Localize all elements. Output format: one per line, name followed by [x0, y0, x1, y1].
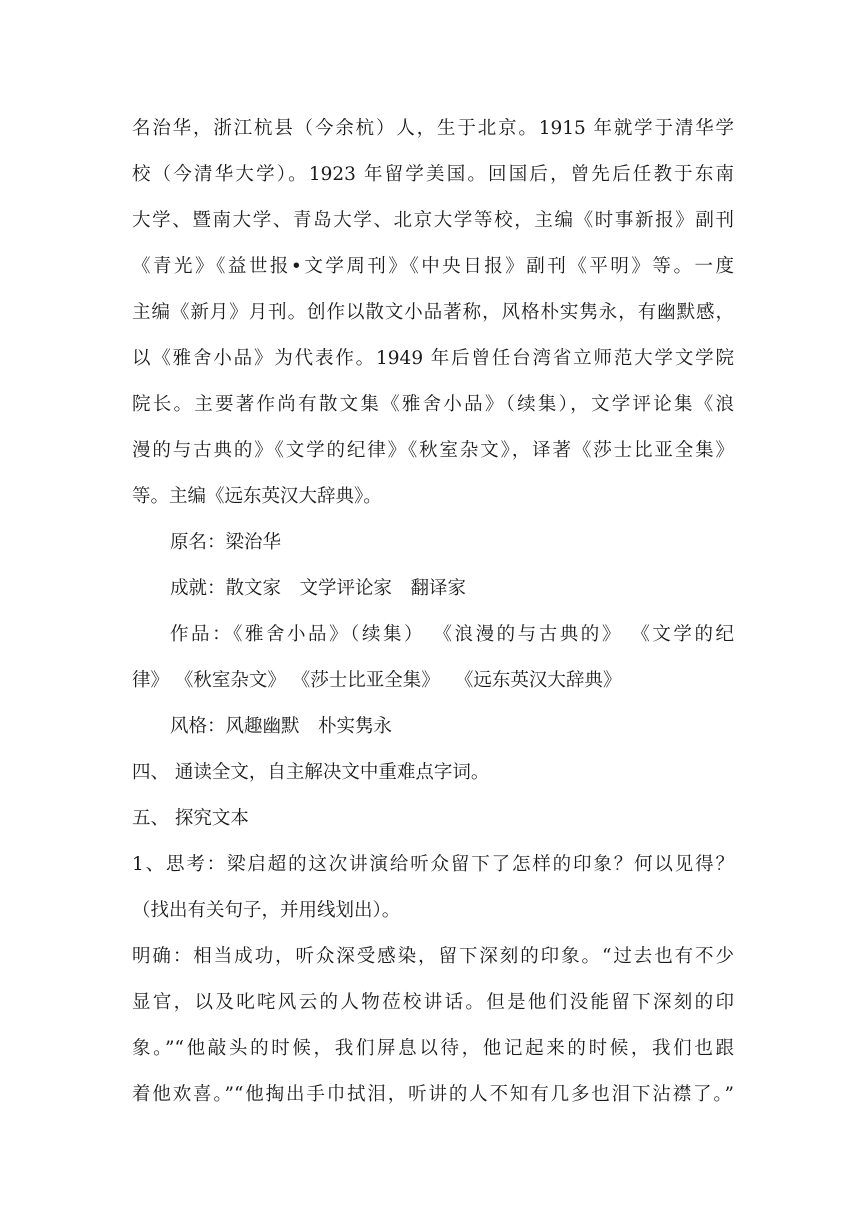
bio-line: 大学、暨南大学、青岛大学、北京大学等校，主编《时事新报》副刊 — [132, 210, 734, 231]
author-bio-paragraph — [132, 106, 734, 520]
bio-line: 以《雅舍小品》为代表作。1949 年后曾任台湾省立师范大学文学院 — [132, 348, 734, 369]
answer-line: 明确：相当成功，听众深受感染，留下深刻的印象。“过去也有不少 — [132, 946, 734, 967]
bio-line: 院长。主要著作尚有散文集《雅舍小品》（续集），文学评论集《浪 — [132, 394, 734, 415]
question-line: 1、思考：梁启超的这次讲演给听众留下了怎样的印象？何以见得？ — [132, 854, 734, 875]
section-five-heading: 五、 探究文本 — [132, 808, 249, 829]
works-line: 作品：《雅舍小品》（续集） 《浪漫的与古典的》 《文学的纪 — [170, 624, 734, 645]
question-line: （找出有关句子，并用线划出）。 — [132, 900, 401, 921]
bio-line: 主编《新月》月刊。创作以散文小品著称，风格朴实隽永，有幽默感， — [132, 302, 734, 323]
document-page — [132, 106, 734, 1118]
answer-line: 象。”“他敲头的时候，我们屏息以待，他记起来的时候，我们也跟 — [132, 1038, 734, 1059]
original-name: 原名：梁治华 — [170, 532, 282, 553]
works-line: 律》 《秋室杂文》 《莎士比亚全集》 《远东英汉大辞典》 — [132, 670, 622, 691]
bio-line: 名治华，浙江杭县（今余杭）人，生于北京。1915 年就学于清华学 — [132, 118, 734, 139]
achievement: 成就：散文家 文学评论家 翻译家 — [170, 578, 467, 599]
answer-paragraph — [132, 934, 734, 1118]
section-four-heading: 四、 通读全文，自主解决文中重难点字词。 — [132, 762, 490, 783]
bio-line: 校（今清华大学）。1923 年留学美国。回国后，曾先后任教于东南 — [132, 164, 734, 185]
question-1 — [132, 842, 734, 934]
bio-line: 《青光》《益世报•文学周刊》《中央日报》副刊《平明》等。一度 — [132, 256, 734, 277]
style: 风格：风趣幽默 朴实隽永 — [170, 716, 393, 737]
bio-line: 等。主编《远东英汉大辞典》。 — [132, 486, 382, 507]
answer-line: 显官，以及叱咤风云的人物莅校讲话。但是他们没能留下深刻的印 — [132, 992, 734, 1013]
bio-line: 漫的与古典的》《文学的纪律》《秋室杂文》，译著《莎士比亚全集》 — [132, 440, 734, 461]
answer-line: 着他欢喜。”“他掏出手巾拭泪，听讲的人不知有几多也泪下沾襟了。” — [132, 1084, 734, 1105]
